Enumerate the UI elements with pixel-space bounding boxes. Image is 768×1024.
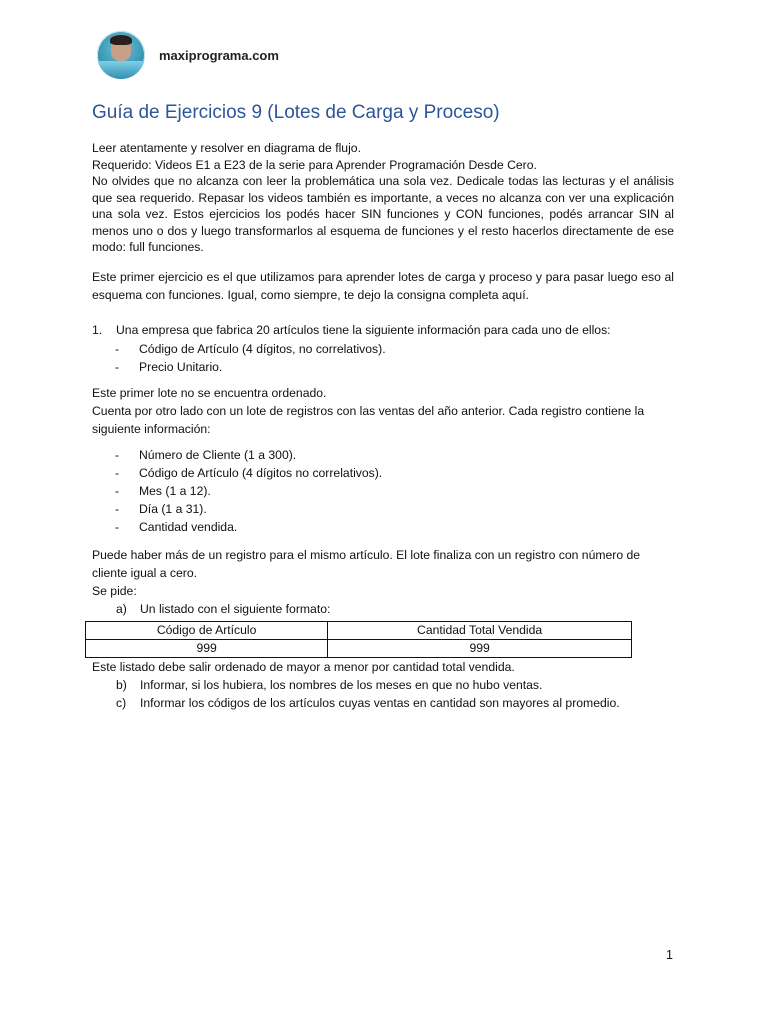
asks-label: Se pide: — [92, 584, 137, 598]
article-fields-list — [92, 340, 674, 376]
list-item: - Código de Artículo (4 dígitos no correlativos). — [115, 465, 383, 480]
sales-intro: Cuenta por otro lado con un lote de registros con las ventas del año anterior. Cada registro contiene la siguiente información: — [92, 404, 645, 436]
document-body — [92, 140, 674, 712]
sales-fields-list — [92, 446, 674, 536]
table-header-row — [86, 622, 632, 640]
requirement-b: b) Informar, si los hubiera, los nombres de los meses en que no hubo ventas. — [116, 677, 543, 692]
exercise-number: 1. — [92, 322, 103, 337]
lote-note: Puede haber más de un registro para el mismo artículo. El lote finaliza con un registro con número de cliente igual a cero. — [92, 548, 641, 580]
intro-line-1: Leer atentamente y resolver en diagrama de flujo. — [92, 141, 361, 155]
list-item: - Cantidad vendida. — [115, 519, 238, 534]
list-item: - Código de Artículo (4 dígitos, no correlativos). — [115, 341, 386, 356]
page-header — [97, 31, 279, 79]
table-header-cell: Código de Artículo — [86, 622, 328, 640]
order-note: Este listado debe salir ordenado de mayor a menor por cantidad total vendida. — [92, 660, 515, 674]
intro-paragraph: No olvides que no alcanza con leer la problemática una sola vez. Dedicale todas las lecturas y el análisis que sea requerido. Repasar los videos también es importante, a veces no alcanza con ver una explicación una sola vez. Estos ejercicios los podés hacer SIN funciones y CON funciones, podés arrancar SIN al menos uno o dos y luego transformarlos al esquema de funciones y el resto hacerlos directamente de ese modo: full funciones. — [92, 174, 674, 254]
unordered-note: Este primer lote no se encuentra ordenado. — [92, 386, 327, 400]
table-cell: 999 — [328, 640, 632, 658]
list-item: - Día (1 a 31). — [115, 501, 207, 516]
avatar — [97, 31, 145, 79]
intro-paragraph-2: Este primer ejercicio es el que utilizamos para aprender lotes de carga y proceso y para pasar luego eso al esquema con funciones. Igual, como siempre, te dejo la consigna completa aquí. — [92, 269, 674, 302]
listing-table — [85, 621, 632, 658]
table-header-cell: Cantidad Total Vendida — [328, 622, 632, 640]
requirement-a: a) Un listado con el siguiente formato: — [116, 601, 331, 616]
list-item: - Precio Unitario. — [115, 359, 223, 374]
list-item: - Mes (1 a 12). — [115, 483, 211, 498]
exercise-1 — [92, 322, 674, 339]
table-row — [86, 640, 632, 658]
exercise-statement: Una empresa que fabrica 20 artículos tiene la siguiente información para cada uno de ellos: — [116, 322, 611, 337]
requirement-c: c) Informar los códigos de los artículos cuyas ventas en cantidad son mayores al promedio. — [116, 695, 620, 710]
page-number: 1 — [666, 948, 673, 962]
list-item: - Número de Cliente (1 a 300). — [115, 447, 297, 462]
intro-line-2: Requerido: Videos E1 a E23 de la serie para Aprender Programación Desde Cero. — [92, 157, 537, 172]
table-cell: 999 — [86, 640, 328, 658]
note-block — [92, 546, 674, 600]
site-name: maxiprograma.com — [159, 47, 279, 63]
page-title: Guía de Ejercicios 9 (Lotes de Carga y Proceso) — [92, 102, 500, 123]
sales-block — [92, 384, 674, 438]
